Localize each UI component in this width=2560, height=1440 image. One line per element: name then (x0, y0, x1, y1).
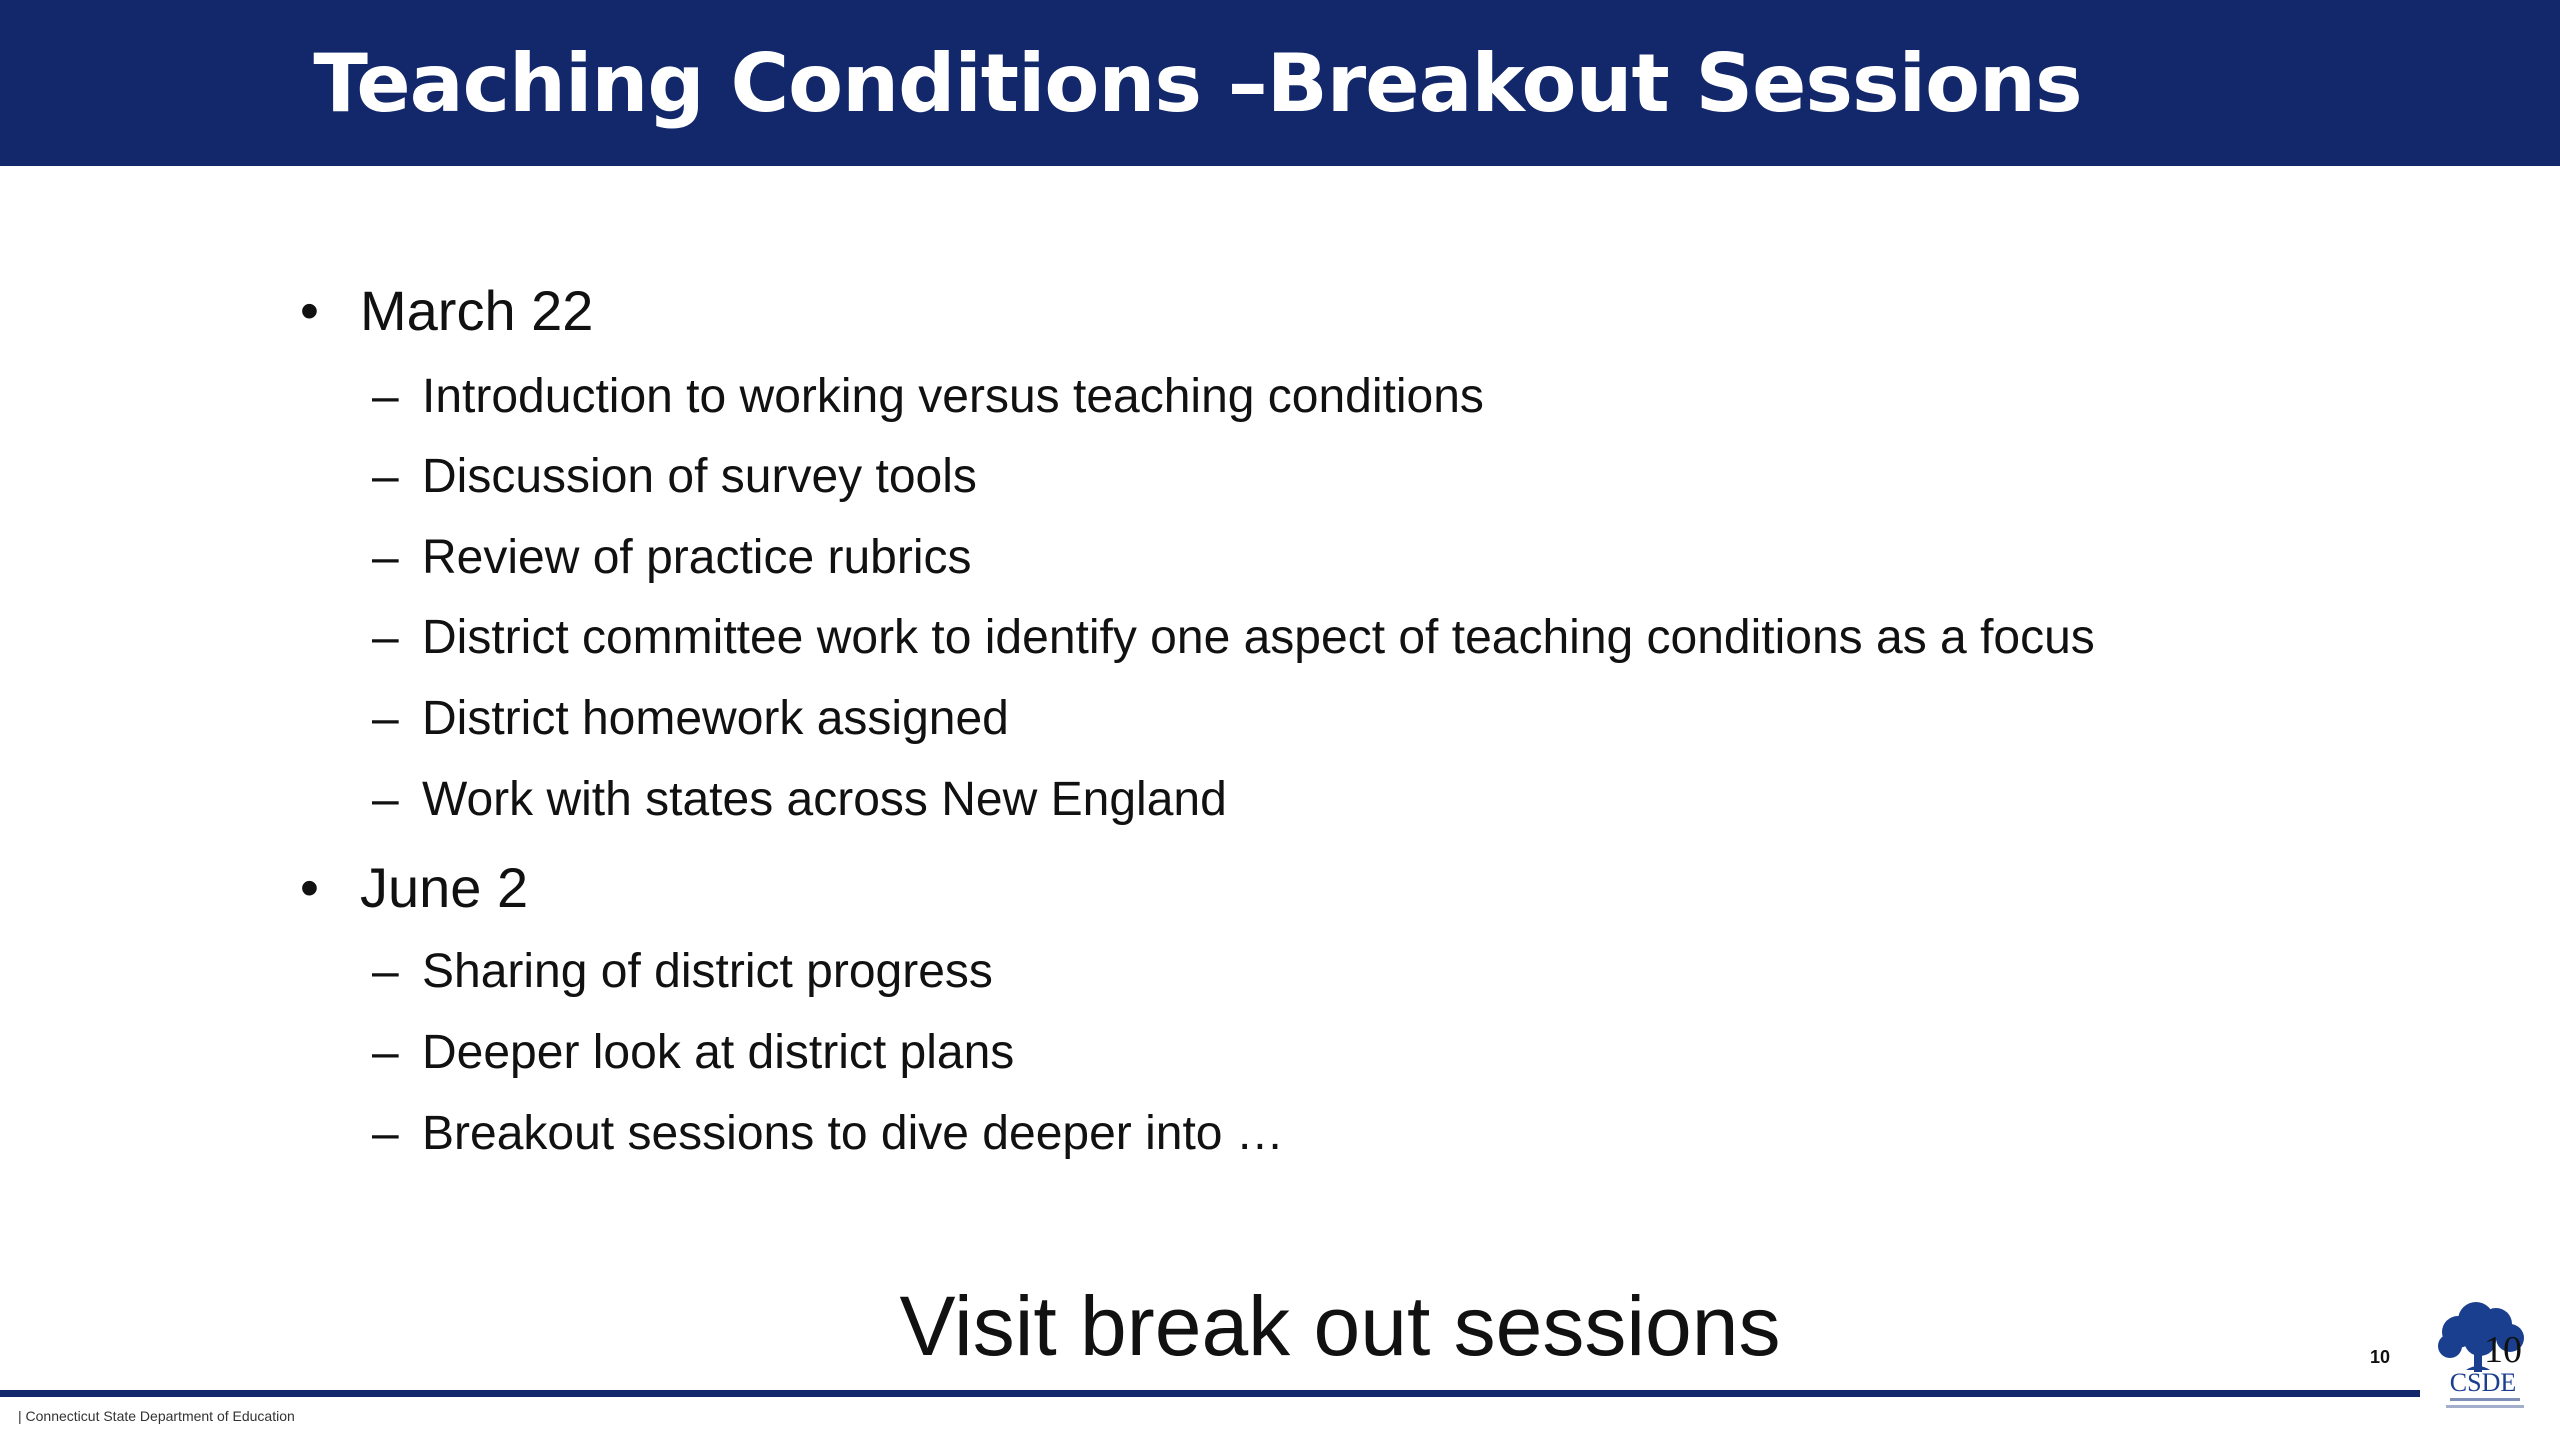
sub-item-text: Deeper look at district plans (422, 1026, 1015, 1079)
sub-item (372, 692, 1009, 745)
sub-item (372, 1026, 1015, 1079)
sub-item (372, 773, 1227, 826)
slide-title: Teaching Conditions –Breakout Sessions (313, 36, 2082, 130)
bullet-heading: June 2 (360, 856, 529, 919)
bullet-heading: March 22 (360, 279, 594, 342)
sub-item-text: Introduction to working versus teaching conditions (422, 370, 1484, 423)
logo-page-number: 10 (2484, 1329, 2522, 1371)
dash-marker: – (372, 1107, 399, 1160)
csde-logo (2428, 1300, 2538, 1410)
dash-marker: – (372, 773, 399, 826)
sub-item (372, 370, 1484, 423)
sub-item (372, 1107, 1284, 1160)
call-to-action-text: Visit break out sessions (899, 1279, 1781, 1373)
footer-text: | Connecticut State Department of Education (18, 1408, 295, 1424)
dash-marker: – (372, 450, 399, 503)
dash-marker: – (372, 611, 399, 664)
sub-item-text: District homework assigned (422, 692, 1009, 745)
sub-item-text: Breakout sessions to dive deeper into … (422, 1107, 1284, 1160)
bullet-dot: • (300, 858, 319, 918)
call-to-action (0, 1279, 2560, 1373)
dash-marker: – (372, 945, 399, 998)
logo-tagline-line (2446, 1405, 2524, 1408)
bullet-march-22 (300, 279, 594, 342)
sub-item (372, 945, 993, 998)
page-number: 10 (2370, 1347, 2391, 1367)
sub-item-text: Sharing of district progress (422, 945, 993, 998)
dash-marker: – (372, 370, 399, 423)
dash-marker: – (372, 1026, 399, 1079)
dash-marker: – (372, 692, 399, 745)
sub-item-text: District committee work to identify one aspect of teaching conditions as a focus (422, 611, 2095, 664)
logo-tagline-line (2450, 1398, 2520, 1401)
sub-item (372, 531, 972, 584)
dash-marker: – (372, 531, 399, 584)
sub-item (372, 611, 2095, 664)
sub-item-text: Discussion of survey tools (422, 450, 977, 503)
sub-item-text: Work with states across New England (422, 773, 1227, 826)
sub-item-text: Review of practice rubrics (422, 531, 972, 584)
bullet-june-2 (300, 856, 529, 919)
bullet-dot: • (300, 281, 319, 341)
sub-item (372, 450, 977, 503)
logo-wordmark: CSDE (2449, 1368, 2517, 1397)
footer-rule (0, 1390, 2420, 1397)
